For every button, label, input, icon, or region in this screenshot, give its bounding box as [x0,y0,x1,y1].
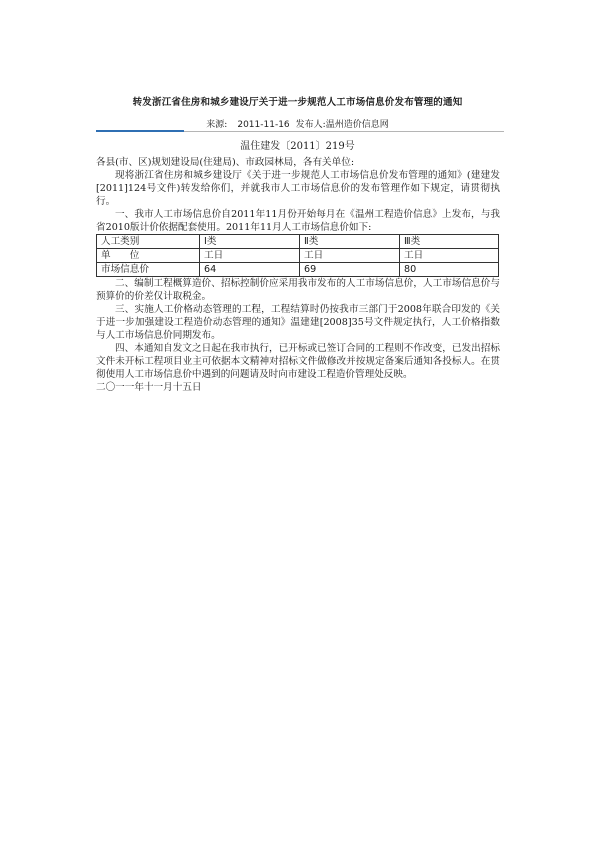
table-header-cell: Ⅱ类 [300,235,400,249]
publisher: 发布人:温州造价信息网 [295,120,389,130]
publish-date: 2011-11-16 [237,120,290,130]
document-title: 转发浙江省住房和城乡建设厅关于进一步规范人工市场信息价发布管理的通知 [132,97,463,108]
paragraph-1: 现将浙江省住房和城乡建设厅《关于进一步规范人工市场信息价发布管理的通知》(建建发[2011]124号文件)转发给你们，并就我市人工市场信息价的发布管理作如下规定，请贯彻执行。 [96,170,500,207]
table-cell: 单 位 [97,249,200,263]
paragraph-2: 一、我市人工市场信息价自2011年11月份开始每月在《温州工程造价信息》上发布，与我省2010版计价依据配套使用。2011年11月人工市场信息价如下: [96,209,500,233]
price-table [96,234,499,277]
paragraph-3: 二、编制工程概算造价、招标控制价应采用我市发布的人工市场信息价，人工市场信息价与预算价的价差仅计取税金。 [96,278,500,302]
closing-date: 二〇一一年十一月十五日 [96,382,202,393]
table-cell: 工日 [300,249,400,263]
table-row [97,263,499,277]
table-cell: 80 [400,263,499,277]
table-header-cell: Ⅰ类 [200,235,300,249]
header-rule-accent [96,130,184,132]
paragraph-4: 三、实施人工价格动态管理的工程，工程结算时仍按我市三部门于2008年联合印发的《关于进一步加强建设工程造价动态管理的通知》温建建[2008]35号文件规定执行，人工价格指数与人工市场信息价同期发布。 [96,304,500,341]
table-cell: 工日 [400,249,499,263]
source-label: 来源: [206,120,228,130]
salutation: 各县(市、区)规划建设局(住建局)、市政园林局，各有关单位: [96,157,355,168]
document-body [96,156,500,394]
doc-number: 温住建发〔2011〕219号 [240,141,355,152]
table-header-cell: Ⅲ类 [400,235,499,249]
table-cell: 工日 [200,249,300,263]
table-header-cell: 人工类别 [97,235,200,249]
table-cell: 市场信息价 [97,263,200,277]
meta-line [0,117,595,130]
table-cell: 69 [300,263,400,277]
table-header-row [97,235,499,249]
header-rule [184,131,504,132]
table-row [97,249,499,263]
paragraph-5: 四、本通知自发文之日起在我市执行，已开标或已签订合同的工程则不作改变，已发出招标文件未开标工程项目业主可依据本文精神对招标文件做修改并按规定备案后通知各投标人。在贯彻使用人工市场信息价中遇到的问题请及时向市建设工程造价管理处反映。 [96,343,500,380]
table-cell: 64 [200,263,300,277]
